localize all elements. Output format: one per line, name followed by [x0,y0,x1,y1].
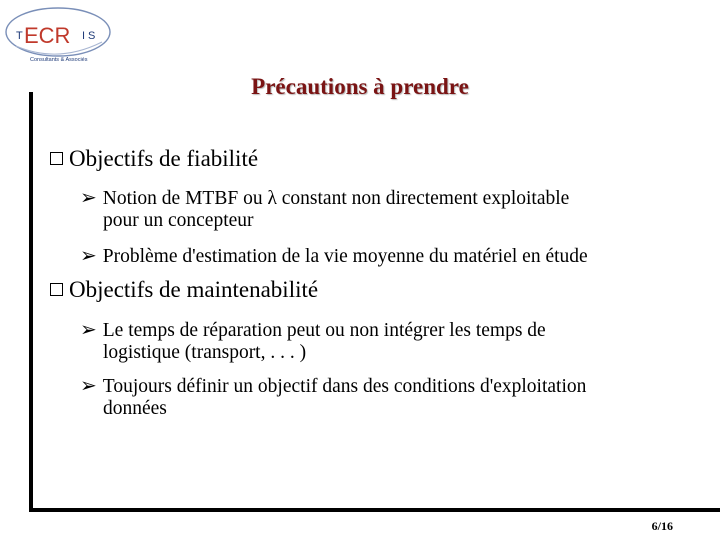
section-reliability-heading [50,146,258,172]
logo-letters-ecr: ECR [24,23,71,48]
section-heading-text: Objectifs de fiabilité [69,146,259,171]
checkbox-square-icon [50,152,63,165]
arrow-bullet-icon: ➢ [80,185,97,209]
company-logo [2,2,114,64]
checkbox-square-icon [50,283,63,296]
bullet-mtbf [80,186,569,232]
arrow-bullet-icon: ➢ [80,373,97,397]
arrow-bullet-icon: ➢ [80,317,97,341]
slide-title: Précautions à prendre [251,74,469,99]
logo-letters-is: IS [82,30,99,42]
page-number: 6/16 [651,519,673,533]
bullet-repair-time [80,318,546,364]
frame-left-border [29,92,33,512]
bullet-estimation [80,244,588,268]
bullet-continuation: logistique (transport, . . . ) [103,342,307,363]
bullet-continuation: pour un concepteur [103,210,254,231]
logo-tagline: Consultants & Associés [30,57,88,63]
frame-bottom-border [29,508,720,512]
bullet-line: Toujours définir un objectif dans des conditions d'exploitation [102,376,587,397]
logo-letter-t: T [16,30,23,42]
bullet-line: Notion de MTBF ou λ constant non directement exploitable [102,188,570,209]
bullet-continuation: données [103,398,167,419]
bullet-define-objective [80,374,586,420]
bullet-line: Le temps de réparation peut ou non intégrer les temps de [102,320,546,341]
bullet-line: Problème d'estimation de la vie moyenne du matériel en étude [102,246,588,267]
arrow-bullet-icon: ➢ [80,243,97,267]
section-maintainability-heading [50,277,318,303]
section-heading-text: Objectifs de maintenabilité [69,277,319,302]
